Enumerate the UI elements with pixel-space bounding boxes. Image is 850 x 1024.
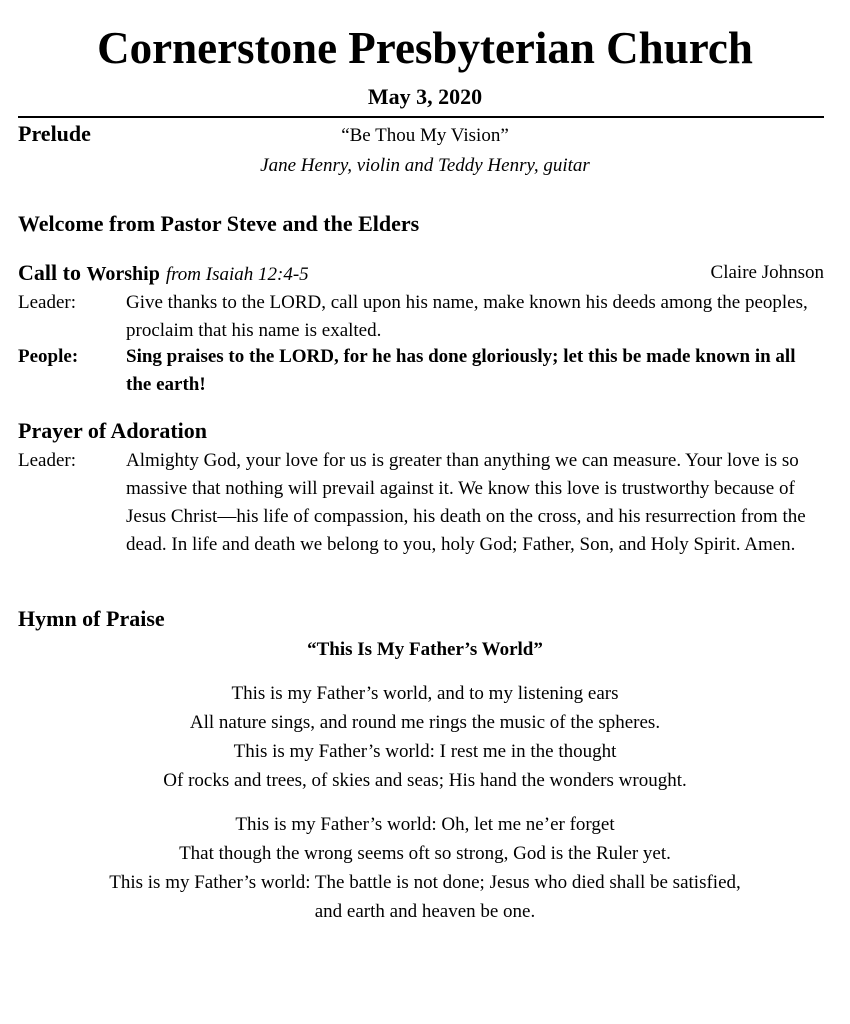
prayer-heading: Prayer of Adoration [18, 418, 208, 443]
prayer-leader-label: Leader: [18, 450, 77, 471]
hymn-verse-1 [0, 679, 850, 795]
verse-line: This is my Father’s world, and to my listening ears [231, 683, 619, 704]
call-to-worship-heading [18, 259, 309, 289]
verse-line: This is my Father’s world: Oh, let me ne’er forget [235, 814, 615, 835]
verse-line: This is my Father’s world: I rest me in the thought [233, 741, 617, 762]
hymn-verse-2 [0, 810, 850, 926]
hymn-heading: Hymn of Praise [18, 606, 165, 631]
verse-line: Of rocks and trees, of skies and seas; His hand the wonders wrought. [163, 770, 687, 791]
call-to-worship-heading-worship: Worship [86, 263, 160, 285]
people-text: Sing praises to the LORD, for he has done gloriously; let this be made known in all the earth! [126, 346, 796, 395]
people-label: People: [18, 346, 79, 367]
prelude-performers: Jane Henry, violin and Teddy Henry, guitar [260, 155, 590, 176]
welcome-heading: Welcome from Pastor Steve and the Elders [18, 211, 420, 236]
call-to-worship-heading-call: Call to [18, 260, 81, 285]
header-divider [18, 116, 824, 118]
call-to-worship-citation: from Isaiah 12:4-5 [165, 264, 309, 285]
leader-label: Leader: [18, 292, 77, 313]
verse-line: and earth and heaven be one. [314, 901, 536, 922]
hymn-title: “This Is My Father’s World” [307, 639, 543, 660]
service-date: May 3, 2020 [367, 84, 483, 109]
prayer-text: Almighty God, your love for us is greater than anything we can measure. Your love is so massive that nothing will prevail against it. We know this love is trustworthy because of Jesus Christ—his life of compassion, his death on the cross, and his resurrection from the dead. In life and death we belong to you, holy God; Father, Son, and Holy Spirit. Amen. [126, 450, 806, 555]
prelude-heading: Prelude [18, 121, 91, 146]
prelude-piece: “Be Thou My Vision” [341, 125, 509, 146]
leader-text: Give thanks to the LORD, call upon his name, make known his deeds among the peoples, proclaim that his name is exalted. [126, 292, 808, 341]
church-title: Cornerstone Presbyterian Church [97, 23, 753, 73]
verse-line: That though the wrong seems oft so strong, God is the Ruler yet. [179, 843, 671, 864]
verse-line: This is my Father’s world: The battle is not done; Jesus who died shall be satisfied, [109, 872, 741, 893]
call-to-worship-reader: Claire Johnson [710, 262, 824, 283]
verse-line: All nature sings, and round me rings the music of the spheres. [189, 712, 661, 733]
